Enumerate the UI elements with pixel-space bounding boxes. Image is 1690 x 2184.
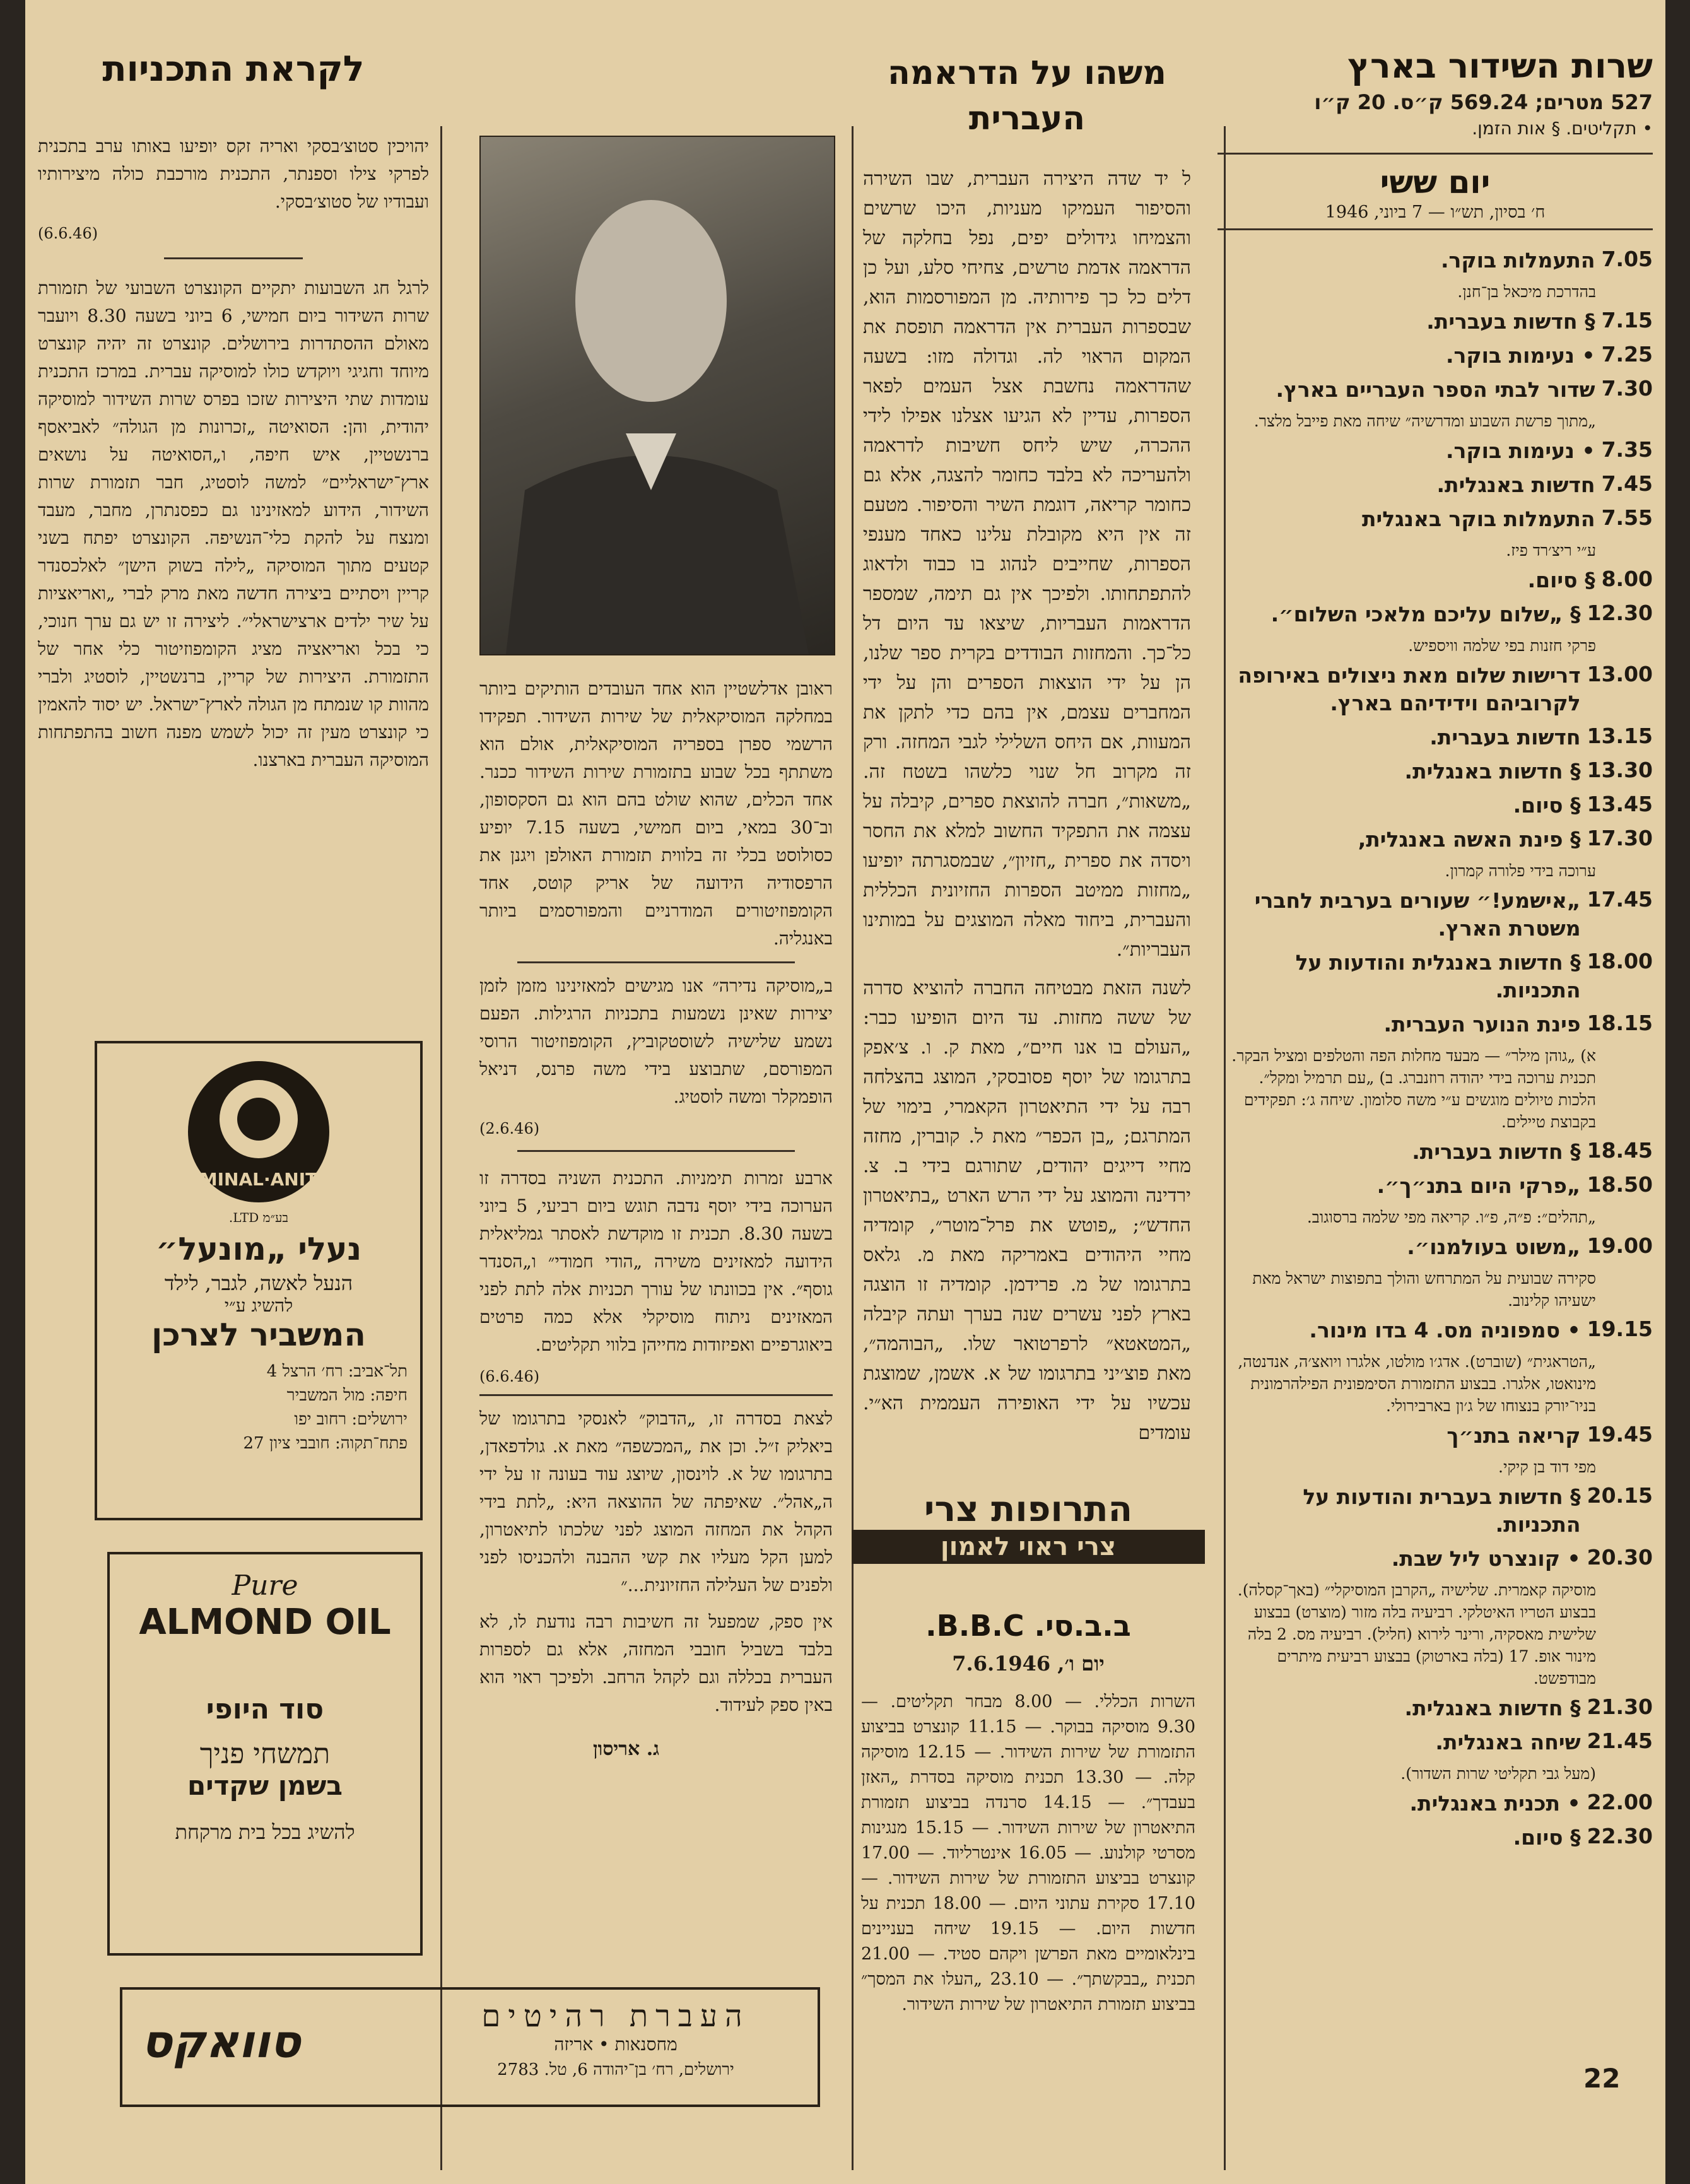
schedule-title: שדור לבתי הספר העבריים בארץ. <box>1276 377 1595 402</box>
bbc-title: ב.ב.סי. B.B.C. <box>925 1609 1131 1643</box>
furniture-sub: מחסנאות • אריזה <box>554 2034 678 2055</box>
schedule-item <box>1218 758 1653 785</box>
photo-caption-column <box>479 675 833 1760</box>
schedule-time: 21.30 <box>1587 1694 1653 1719</box>
schedule-title: קריאה בתנ״ך <box>1446 1423 1581 1448</box>
schedule-time: 7.15 <box>1601 308 1653 332</box>
shoes-address: חיפה: מול המשביר <box>286 1386 408 1405</box>
schedule-time: 17.45 <box>1587 887 1653 912</box>
schedule-time: 18.45 <box>1587 1138 1653 1163</box>
schedule-title: דרישות שלום מאת ניצולים באירופה לקרוביהם וידידיהם בארץ. <box>1238 663 1581 715</box>
rare-music-text: ב„מוסיקה נדירה״ אנו מגישים למאזינינו מזמן לזמן יצירות שאינן נשמעות בתכניות הרגילות. הפעם נשמע שלישיה לשוסטקוביץ, הקומפוזיטור הרוסי המפורסם, שתבוצע בידי משה פרנס, דניאל הופמקלר ומשה לוסטיג. <box>479 975 833 1107</box>
schedule-item <box>1218 792 1653 819</box>
program-text: לרגל חג השבועות יתקיים הקונצרט השבועי של תזמורת שרות השידור ביום חמישי, 6 ביוני בשעה 8.30 ויועבר מאולם ההסתדרות בירושלים. קונצרט זה יהיה קונצרט מיוחד וחגיגי ויוקדש כולו למוסיקה עברית. במרכז התכנית עומדות שתי היצירות שזכו בפרס שרות השידור למוסיקה יהודית, והן: הסואיטה „זכרונות מן הגולה״ לאביאסף ברנשטיין, איש חיפה, ו„הסואיטה על נושאים ארץ־ישראליים״ למשה לוסטיג, חבר תזמורת שרות השידור, הידוע למאזינינו גם כפסנתרן, מחבר, מעבד ומנצח על להקת כלי־הנשיפה. הקונצרט יפתח בשני קטעים מתוך המוסיקה „לילה בשוק הישן״ לאלכסנדר קריין ויסתיים ביצירה חדשה מאת מרק לברי „ואריאציות על שיר ילדים ארצישראלי״. ליצירה זו יש גם ערך חנוכי, כי בכל ואריאציה מציג הקומפוזיטור כלי אחר של התזמורת. היצירות של קריין, ברנשטיין, לוסטיג ולברי מהוות קו שנמתח מן הגולה לארץ־ישראל. יש יסוד להאמין כי קונצרט מעין זה יכול לשמש מפנה חשוב בהתפתחות המוסיקה העברית בארצנו. <box>38 278 430 770</box>
portrait-photo <box>479 136 835 655</box>
shoes-address: פתח־תקוה: חובבי ציון 27 <box>243 1434 408 1453</box>
portrait-silhouette-icon <box>481 137 834 654</box>
schedule-title: חדשות בעברית. <box>1429 725 1581 749</box>
drama-column <box>863 50 1191 1457</box>
schedule-time: 22.00 <box>1587 1790 1653 1814</box>
schedule-time: 7.55 <box>1601 505 1653 530</box>
schedule-note: סקירה שבועית על המתרחש והולך בתפוצות ישראל מאת ישעיהו קלינוב. <box>1252 1269 1596 1310</box>
schedule-title: § חדשות באנגלית והודעות על התכניות. <box>1295 950 1581 1002</box>
program-title: לקראת התכניות <box>102 49 365 90</box>
drama-paragraph-3: לצאת בסדרה זו, „הדבוק״ לאנסקי בתרגומו של ביאליק ז״ל. וכן את „המכשפה״ מאת א. גולדפאדן, בתרגומו של א. לוינסון, שיוצג עוד בעונה זו על ידי ה„אהל״. שאיפתה של ההוצאה היא: „לתת בידי הקהל את המחזה המוצג לפני שלכתו לתיאטרון, למען הקל מעליו את קשי ההבנה ולהכניסו לפני ולפנים של העלילה החזיונית...״ <box>479 1408 833 1595</box>
bbc-text: השרות הכללי. — 8.00 מבחר תקליטים. — 9.30 מוסיקה בבוקר. — 11.15 קונצרט בביצוע התזמורת של שירות השידור. — 12.15 מוסיקה קלה. — 13.30 תכנית מוסיקה בסדרת „האזן בעבדך״. — 14.15 סרנדה בביצוע תזמורת התיאטרון של שירות השידור. — 15.15 מנגינות מסרטי קולנוע. — 16.05 אינטרליוד. — 17.00 קונצרט בביצוע התזמורת של שירות השידור. — 17.10 סקירת עתוני היום. — 18.00 תכנית על חדשות היום. — 19.15 שיחה בעניינים בינלאומיים מאת הפרשן ויקהם סטיד. — 21.00 תכנית „בבקשתך״. — 23.10 „העלו את המסך״ בביצוע תזמורת התיאטרון של שירות השידור. <box>861 1692 1196 2014</box>
date-line: ח׳ בסיון, תש״ו — 7 ביוני, 1946 <box>1325 203 1546 222</box>
schedule-item <box>1218 308 1653 336</box>
schedule-item <box>1218 949 1653 1004</box>
schedule-time: 20.30 <box>1587 1545 1653 1570</box>
newspaper-page <box>25 0 1665 2184</box>
schedule-title: • קונצרט ליל שבת. <box>1391 1546 1581 1571</box>
shoes-address: ירושלים: רחוב יפו <box>294 1410 408 1429</box>
schedule-item <box>1218 342 1653 370</box>
schedule-title: „פרקי היום בתנ״ך״. <box>1376 1173 1581 1198</box>
schedule-title: פינת הנוער העברית. <box>1383 1012 1581 1036</box>
schedule-title: • תכנית באנגלית. <box>1409 1791 1581 1816</box>
schedule-time: 17.30 <box>1587 826 1653 850</box>
yemenite-text: ארבע זמרות תימניות. התכנית השניה בסדרה זו הערוכה בידי יוסף נדבה תוגש ביום רביעי, 5 ביוני בשעה 8.30. תכנית זו מוקדשת לאסתר גמליאלית הידועה למאזינים משירה „הודי חמודי״ ו„הסנדר גוסף״. אין בכוונתו של עורך תכניות אלה לתת לפני המאזינים ניתוח מוסיקלי אלא כמה פרטים ביאוגרפיים ואפיזודות מחייהן בלווי תקליטים. <box>479 1168 833 1355</box>
schedule-note: מפי דוד בן קיקי. <box>1498 1458 1596 1476</box>
oil-line-2: תמשחי פניך <box>199 1738 331 1770</box>
furniture-ad <box>120 1987 820 2107</box>
schedule-note: מוסיקה קאמרית. שלישיה „הקרבן המוסיקלי״ (באך־קסלה). בבצוע הטריו האיטלקי. רביעיה בלה מזור (מוצרט) בבצוע שלישית מאסקיה, ורינר לירוא (חליל). רביעיה מס. 2 בלה מינור אופ. 17 (בלה בארטוק) בבצוע רביעית מיתרים מבודפשט. <box>1237 1581 1596 1688</box>
furniture-title: העברת רהיטים <box>481 1999 750 2034</box>
schedule-item <box>1218 1483 1653 1539</box>
schedule-time: 13.45 <box>1587 792 1653 816</box>
photo-caption: ראובן אדלשטיין הוא אחד העובדים הותיקים ביותר במחלקה המוסיקאלית של שירות השידור. תפקידו הרשמי ספרן בספריה המוסיקאלית, אולם הוא משתתף בכל שבוע בתזמורת שירות השידור ככנר. אחד הכלים, שהוא שולט בהם הוא גם הסקסופון, וב־30 במאי, ביום חמישי, בשעה 7.15 יופיע כסולוסט בכלי זה בלווית תזמורת האולפן ויגנן את הרפסודיה הידועה של אריק קוטס, אחד הקומפוזיטורים המודרניים והמפורסמים ביותר באנגליה. <box>479 678 833 949</box>
schedule-time: 18.00 <box>1587 949 1653 973</box>
schedule-note: „מתוך פרשת השבוע ומדרשיה״ שיחה מאת פייבל מלצר. <box>1253 412 1596 430</box>
program-column <box>38 44 429 783</box>
oil-line-4: להשיג בכל בית מרקחת <box>175 1820 355 1844</box>
schedule-column <box>1218 44 1653 1858</box>
logo-text: MINAL·ANIT <box>199 1169 318 1190</box>
schedule-title: שיחה באנגלית. <box>1435 1730 1581 1754</box>
schedule-item <box>1218 1317 1653 1344</box>
schedule-title: „משוט בעולמנו״. <box>1407 1235 1581 1259</box>
oil-line-1: סוד היופי <box>206 1693 324 1725</box>
schedule-note: פרקי חזנות בפי שלמה וויספיש. <box>1408 637 1596 655</box>
column-rule <box>440 126 442 2170</box>
schedule-time: 18.15 <box>1587 1011 1653 1035</box>
schedule-note: ערוכה בידי פלורה קמרון. <box>1445 862 1596 880</box>
shoes-ltd: בע״מ LTD. <box>228 1210 289 1225</box>
schedule-title: § פינת האשה באנגלית, <box>1358 827 1581 852</box>
schedule-time: 7.35 <box>1601 437 1653 462</box>
schedule-time: 21.45 <box>1587 1729 1653 1753</box>
bbc-date: יום ו׳, 7.6.1946 <box>952 1652 1105 1676</box>
zori-ad <box>852 1489 1205 1564</box>
schedule-item <box>1218 247 1653 274</box>
schedule-title: § סיום. <box>1513 793 1581 818</box>
day-heading: יום ששי <box>1380 164 1491 201</box>
drama-paragraph-2: לשנה הזאת מבטיחה החברה להוציא סדרה של ששה מחזות. עד היום הופיעו כבר: „העולם בו אנו חיים״, מאת ק. ו. צ׳אפק בתרגומו של יוסף פסובסקי, המוצג בהצלחה רבה על ידי התיאטרון הקאמרי, בימוי של המתרגם; „בן הכפר״ מאת ל. קוברין, מחזה מחיי דייגים יהודים, שתורגם בידי ב. צ. ירדינה והמוצג על ידי הרש הארט „בתיאטרון החדש״; „פוטש את פרל־מוטר״, קומדיה מחיי היהודים באמריקה מאת מ. גלאס בתרגומו של מ. פרידמן. קומדיה זו הוצגה בארץ לפני עשרים שנה בערך ועתה קיבלה „המטאטא״ לרפרטואר שלו. „הבוהמה״, מאת פוצ׳יני בתרגומו של א. אשמן, שמוצגת עכשיו על ידי האופירה העממית הא״י. עומדים <box>863 977 1191 1444</box>
schedule-time: 13.00 <box>1587 662 1653 686</box>
schedule-time: 22.30 <box>1587 1824 1653 1848</box>
schedule-item <box>1218 471 1653 499</box>
schedule-title: • סמפוניה מס. 4 בדו מינור. <box>1309 1318 1581 1342</box>
schedule-time: 19.45 <box>1587 1422 1653 1447</box>
rare-music-date: (2.6.46) <box>479 1120 540 1137</box>
schedule-item <box>1218 662 1653 717</box>
schedule-item <box>1218 724 1653 751</box>
schedule-item <box>1218 1790 1653 1817</box>
shoes-title: נעלי „מונעל״ <box>155 1231 362 1267</box>
schedule-time: 19.15 <box>1587 1317 1653 1341</box>
shoes-address: תל־אביב: רח׳ הרצל 4 <box>266 1362 408 1381</box>
divider <box>517 1150 795 1152</box>
schedule-time: 13.15 <box>1587 724 1653 748</box>
oil-pure: Pure <box>232 1570 298 1602</box>
schedule-item <box>1218 1824 1653 1852</box>
divider <box>1218 153 1653 155</box>
schedule-time: 20.15 <box>1587 1483 1653 1508</box>
schedule-note: „תהלים״: פ״ה, פ״ו. קריאה מפי שלמה ברסוגוב. <box>1306 1208 1596 1226</box>
oil-line-3: בשמן שקדים <box>187 1770 343 1801</box>
schedule-note: בהדרכת מיכאל בן־חנן. <box>1457 283 1596 301</box>
drama-title-2: העברית <box>968 100 1086 138</box>
page-number: 22 <box>1583 2063 1621 2094</box>
schedule-item <box>1218 1172 1653 1200</box>
program-intro-date: (6.6.46) <box>38 225 98 242</box>
column-rule <box>852 126 854 2170</box>
legend-line: • תקליטים. § אות הזמן. <box>1472 118 1653 139</box>
almond-oil-ad <box>107 1552 423 1956</box>
shoes-sub: הנעל לאשה, לגבר, לילד <box>164 1271 353 1295</box>
schedule-title: § חדשות בעברית. <box>1426 309 1595 334</box>
shoes-get: להשיג ע״י <box>224 1295 293 1316</box>
divider <box>517 961 795 963</box>
drama-paragraph-1: ל יד שדה היצירה העברית, שבו השירה והסיפור העמיקו מעניות, היכו שרשים והצמיחו גידולים יפים, נפל בחלקה של הדראמה אדמת טרשים, צחיחי סלע, ועל כן דלים כל כך פירותיה. מן המפורסמות הוא, שבספרות העברית אין הדראמה תופסת את המקום הראוי לה. וגדולה מזו: בשעה שהדראמה נחשבת אצל העמים לפאר הספרות, עדיין לא הגיעו אצלנו אפילו לידי ההכרה, שיש ליחס חשיבות לדראמה ולהעריכה לא בלבד כחומר להצגה, אלא גם כחומר קריאה, דוגמת השיר והסיפור. מטעם זה אין היא מקובלת עלינו כאחד מענפי הספרות, שחייבים לנהוג בו כבוד ולדאוג להתפתחותו. ולפיכך אין גם תימה, שמספר הדראמות העבריות, שיצאו עד היום דל כל־כך. והמחזות הבודדים בקרית ספר שלנו, הן על ידי הוצאות הספרים והן על ידי המחברים עצמם, אין בהם כדי לתקן את המעוות, אם היחס השלילי לגבי המחזה. ורק זה מקרוב חל שנוי כלשהו בשטח זה. „משאות״, חברה להוצאת ספרים, קיבלה על עצמה את התפקיד החשוב למלא את החסר ויסדה את ספרית „חזיון״, שבמסגרתה יופיעו „מחזות ממיטב הספרות החזיונית הכללית והעברית, ביחוד מאלה המוצגים על במותינו העבריות״. <box>863 168 1191 961</box>
schedule-title: • נעימות בוקר. <box>1445 438 1595 463</box>
schedule-title: התעמלות בוקר. <box>1441 248 1595 273</box>
schedule-title: שרות השידור בארץ <box>1347 46 1653 86</box>
schedule-title: • נעימות בוקר. <box>1445 343 1595 368</box>
schedule-title: § סיום. <box>1513 1825 1581 1850</box>
schedule-time: 13.30 <box>1587 758 1653 782</box>
schedule-time: 12.30 <box>1587 601 1653 625</box>
zori-slogan: צרי ראוי לאמון <box>852 1530 1205 1564</box>
bbc-section <box>861 1609 1195 2026</box>
furniture-address: ירושלים, רח׳ בן־יהודה 6, טל. 2783 <box>497 2060 734 2079</box>
schedule-time: 7.25 <box>1601 342 1653 367</box>
minal-logo-icon <box>177 1056 341 1207</box>
schedule-time: 7.30 <box>1601 376 1653 401</box>
yemenite-date: (6.6.46) <box>479 1368 540 1385</box>
schedule-title: „אישמע!״ שעורים בערבית לחברי משטרת הארץ. <box>1254 888 1581 941</box>
schedule-time: 8.00 <box>1601 567 1653 591</box>
schedule-item <box>1218 567 1653 594</box>
schedule-title: § סיום. <box>1527 568 1595 592</box>
schedule-item <box>1218 1233 1653 1261</box>
schedule-item <box>1218 1694 1653 1722</box>
schedule-title: § חדשות בעברית והודעות על התכניות. <box>1303 1484 1581 1537</box>
schedule-note: „הטראגית״ (שוברט). אדג׳ו מולטו, אלגרו ויואצ׳ה, אנדנטה, מינואטו, אלגרו. בבצוע התזמורת הסימפונית הפילהרמונית בניו־יורק בנצוחו של ג׳ון בארבירולי. <box>1238 1353 1596 1415</box>
drama-author: ג. אריסון <box>593 1738 660 1760</box>
schedule-title: חדשות באנגלית. <box>1436 473 1595 497</box>
schedule-note: (מעל גבי תקליטי שרות השדור). <box>1400 1764 1596 1783</box>
schedule-item <box>1218 1729 1653 1756</box>
schedule-item <box>1218 826 1653 854</box>
schedule-item <box>1218 887 1653 942</box>
schedule-title: § „שלום עליכם מלאכי השלום״. <box>1270 602 1581 626</box>
divider <box>479 1394 833 1396</box>
zori-title: התרופות צרי <box>924 1489 1133 1530</box>
schedule-time: 7.45 <box>1601 471 1653 496</box>
drama-title-1: משהו על הדראמה <box>888 54 1166 92</box>
schedule-item <box>1218 1422 1653 1450</box>
frequency-line: 527 מטרים; 569.24 ק״ס. 20 ק״ו <box>1314 90 1653 114</box>
schedule-note: א) „גוהן מילר״ — מבעד מחלות הפה והטלפים ומציל הבקר. תכנית ערוכה בידי יהודה רוזנברג. ב) „עם תרמיל ומקל״. הלכות טיולים מוגשים ע״י משה סלומון. שיחה ג׳: תפקידים בקבוצת טיילים. <box>1231 1047 1596 1131</box>
furniture-brand: סוואקס <box>141 2015 301 2068</box>
schedule-title: התעמלות בוקר באנגלית <box>1362 507 1595 531</box>
shoes-ad <box>95 1041 423 1520</box>
schedule-item <box>1218 437 1653 465</box>
schedule-item <box>1218 505 1653 533</box>
drama-paragraph-4: אין ספק, שמפעל זה חשיבות רבה נודעת לו, לא בלבד בשביל חובבי המחזה, אלא גם לספרות העברית בכללה וגם לקהל הרחב. ולפיכך ראוי הוא באין ספק לעידוד. <box>479 1611 833 1715</box>
schedule-time: 7.05 <box>1601 247 1653 271</box>
schedule-item <box>1218 1011 1653 1038</box>
schedule-list <box>1218 247 1653 1852</box>
divider <box>1218 228 1653 230</box>
oil-name: ALMOND OIL <box>139 1602 391 1643</box>
schedule-title: § חדשות באנגלית. <box>1404 759 1581 784</box>
program-intro: יהויכין סטוצ׳בסקי ואריה זקס יופיעו באותו ערב בתכנית לפרקי צילו וספנתר, התכנית מורכבת כולה מיצירותיו ועבודיו של סטוצ׳בסקי. <box>38 136 429 212</box>
schedule-title: § חדשות בעברית. <box>1412 1139 1581 1164</box>
divider <box>164 257 303 259</box>
schedule-item <box>1218 601 1653 628</box>
schedule-item <box>1218 1545 1653 1573</box>
schedule-item <box>1218 1138 1653 1166</box>
shoes-store: המשביר לצרכן <box>151 1317 366 1353</box>
schedule-note: ע״י ריצ׳רד פיז. <box>1506 541 1596 560</box>
schedule-item <box>1218 376 1653 404</box>
schedule-time: 19.00 <box>1587 1233 1653 1258</box>
schedule-title: § חדשות באנגלית. <box>1404 1696 1581 1720</box>
schedule-time: 18.50 <box>1587 1172 1653 1197</box>
